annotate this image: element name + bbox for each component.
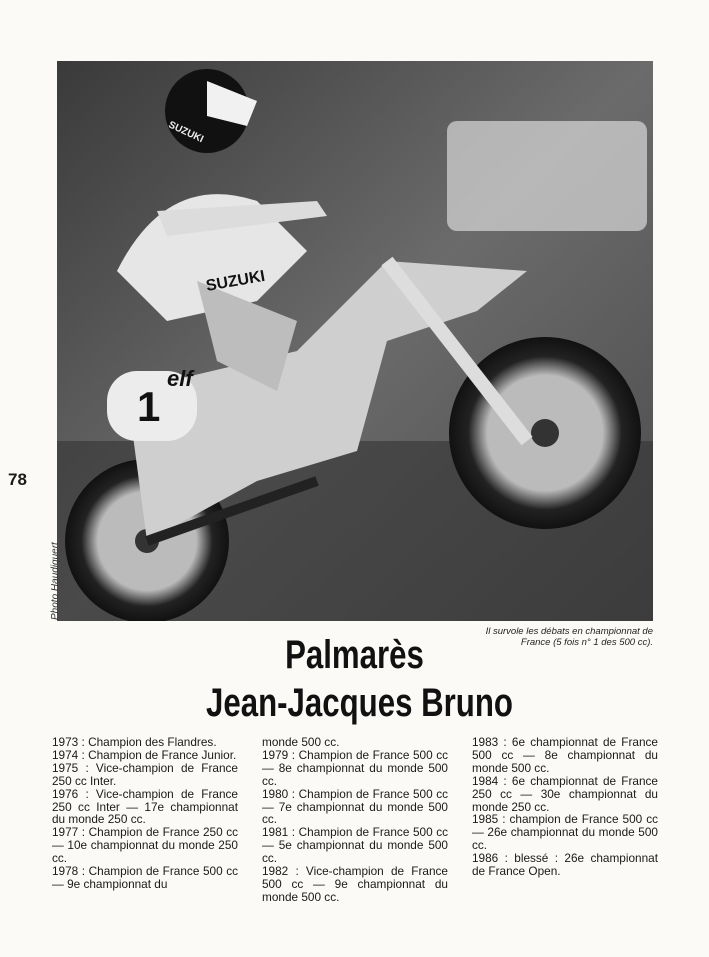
- column-3: [472, 736, 658, 904]
- list-item: 1983 : 6e championnat de France 500 cc — 8e championnat du monde 500 cc.: [472, 735, 658, 775]
- list-item: 1980 : Champion de France 500 cc — 7e championnat du monde 500 cc.: [262, 786, 448, 827]
- list-item: 1973 : Champion des Flandres.: [52, 735, 217, 749]
- list-item: 1986 : blessé : 26e championnat de France Open.: [472, 851, 658, 879]
- page-number: 78: [8, 470, 27, 489]
- list-item: monde 500 cc.: [262, 735, 340, 749]
- suit-text: SUZUKI: [204, 267, 267, 295]
- list-item: 1984 : 6e championnat de France 250 cc — 30e championnat du monde 250 cc.: [472, 773, 658, 814]
- plate-brand: elf: [167, 366, 193, 391]
- photo-caption: Il survole les débats en championnat de France (5 fois n° 1 des 500 cc).: [485, 626, 653, 648]
- page-subtitle: Jean-Jacques Bruno: [206, 681, 513, 725]
- list-item: 1981 : Champion de France 500 cc — 5e championnat du monde 500 cc.: [262, 825, 448, 866]
- list-item: 1974 : Champion de France Junior.: [52, 747, 237, 762]
- motocross-photo: [57, 61, 653, 621]
- column-2: [262, 736, 448, 904]
- list-item: 1975 : Vice-champion de France 250 cc Inter.: [52, 760, 238, 788]
- helmet-text: SUZUKI: [166, 119, 206, 146]
- list-item: 1978 : Champion de France 500 cc — 9e championnat du: [52, 864, 238, 891]
- page-title: Palmarès: [285, 633, 424, 677]
- list-item: 1982 : Vice-champion de France 500 cc — 9e championnat du monde 500 cc.: [262, 864, 448, 904]
- number-plate: 1: [137, 383, 161, 430]
- list-item: 1976 : Vice-champion de France 250 cc Inter — 17e championnat du monde 250 cc.: [52, 786, 238, 827]
- list-item: 1985 : champion de France 500 cc — 26e championnat du monde 500 cc.: [472, 812, 658, 853]
- column-1: [52, 736, 238, 904]
- list-item: 1977 : Champion de France 250 cc — 10e championnat du monde 250 cc.: [52, 825, 238, 866]
- list-item: 1979 : Champion de France 500 cc — 8e championnat du monde 500 cc.: [262, 747, 448, 788]
- palmares-list: [52, 736, 658, 904]
- photo-credit: Photo Haudiquert: [50, 542, 61, 620]
